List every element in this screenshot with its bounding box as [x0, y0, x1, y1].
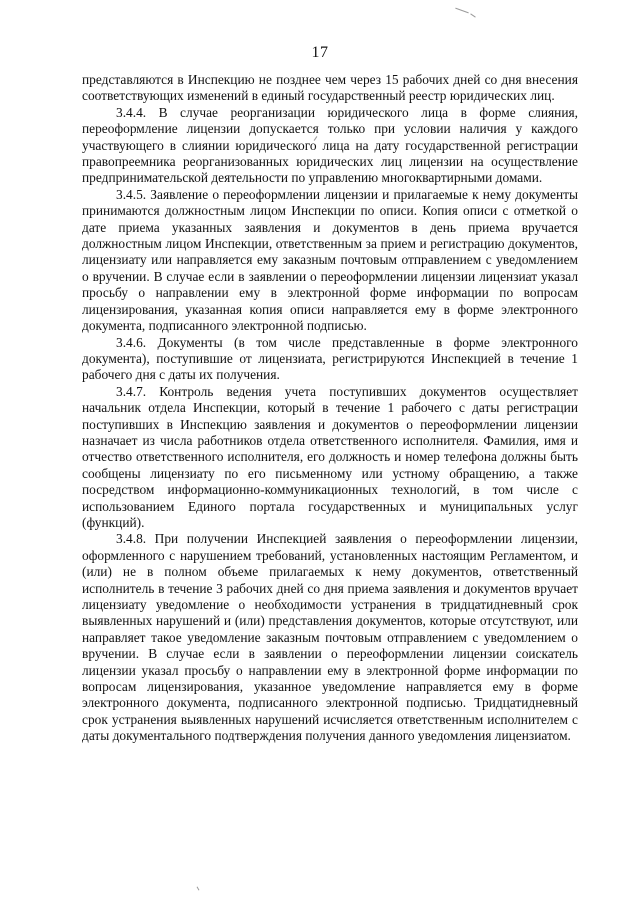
scan-speck [470, 13, 475, 17]
scan-speck [197, 887, 200, 891]
paragraph-3-4-5: 3.4.5. Заявление о переоформлении лицензии и прилагаемые к нему документы принимаются должностным лицом Инспекции по описи. Копия описи с отметкой о дате приема указанных заявления и документов в день приема вручается должностным лицом Инспекции, ответственным за прием и регистрацию документов, лицензиату или направляется ему заказным почтовым отправлением с уведомлением о вручении. В случае если в заявлении о переоформлении лицензии лицензиат указал просьбу о направлении ему в электронной форме информации по вопросам лицензирования, указанная копия описи направляется ему в форме электронного документа, подписанного электронной подписью. [82, 186, 578, 334]
paragraph-3-4-7: 3.4.7. Контроль ведения учета поступивших документов осуществляет начальник отдела Инспекции, который в течение 1 рабочего с даты регистрации поступивших в Инспекцию заявления и документов о переоформлении лицензии назначает из числа работников отдела ответственного исполнителя. Фамилия, имя и отчество ответственного исполнителя, его должность и номер телефона должны быть сообщены лицензиату по его письменному или устному обращению, а также посредством информационно-коммуникационных технологий, в том числе с использованием Единого портала государственных и муниципальных услуг (функций). [82, 383, 578, 530]
paragraph-continuation: представляются в Инспекцию не позднее чем через 15 рабочих дней со дня внесения соответствующих изменений в единый государственный реестр юридических лиц. [82, 72, 578, 104]
paragraph-3-4-8: 3.4.8. При получении Инспекцией заявления о переоформлении лицензии, оформленного с нарушением требований, установленных настоящим Регламентом, и (или) не в полном объеме прилагаемых к нему документов, ответственный исполнитель в течение 3 рабочих дней со дня приема заявления и документов вручает лицензиату уведомление о необходимости устранения в тридцатидневный срок выявленных нарушений и (или) представления документов, которые отсутствуют, или направляет такое уведомление заказным почтовым отправлением с уведомлением о вручении. В случае если в заявлении о переоформлении лицензии соискатель лицензии указал просьбу о направлении ему в электронной форме информации по вопросам лицензирования, указанное уведомление направляется ему в форме электронного документа, подписанного электронной подписью. Тридцатидневный срок устранения выявленных нарушений исчисляется ответственным исполнителем с даты документального подтверждения получения данного уведомления лицензиатом. [82, 531, 578, 744]
paragraph-3-4-4: 3.4.4. В случае реорганизации юридического лица в форме слияния, переоформление лицензии допускается только при условии наличия у каждого участвующего в слиянии юридического лица на дату государственной регистрации правопреемника реорганизованных юридических лиц лицензии на осуществление предпринимательской деятельности по управлению многоквартирными домами. [82, 104, 578, 186]
page-number: 17 [311, 44, 329, 61]
paragraph-3-4-6: 3.4.6. Документы (в том числе представленные в форме электронного документа), поступившие от лицензиата, регистрируются Инспекцией в течение 1 рабочего дня с даты их получения. [82, 334, 578, 383]
scan-speck [455, 8, 468, 14]
document-body [82, 72, 578, 745]
